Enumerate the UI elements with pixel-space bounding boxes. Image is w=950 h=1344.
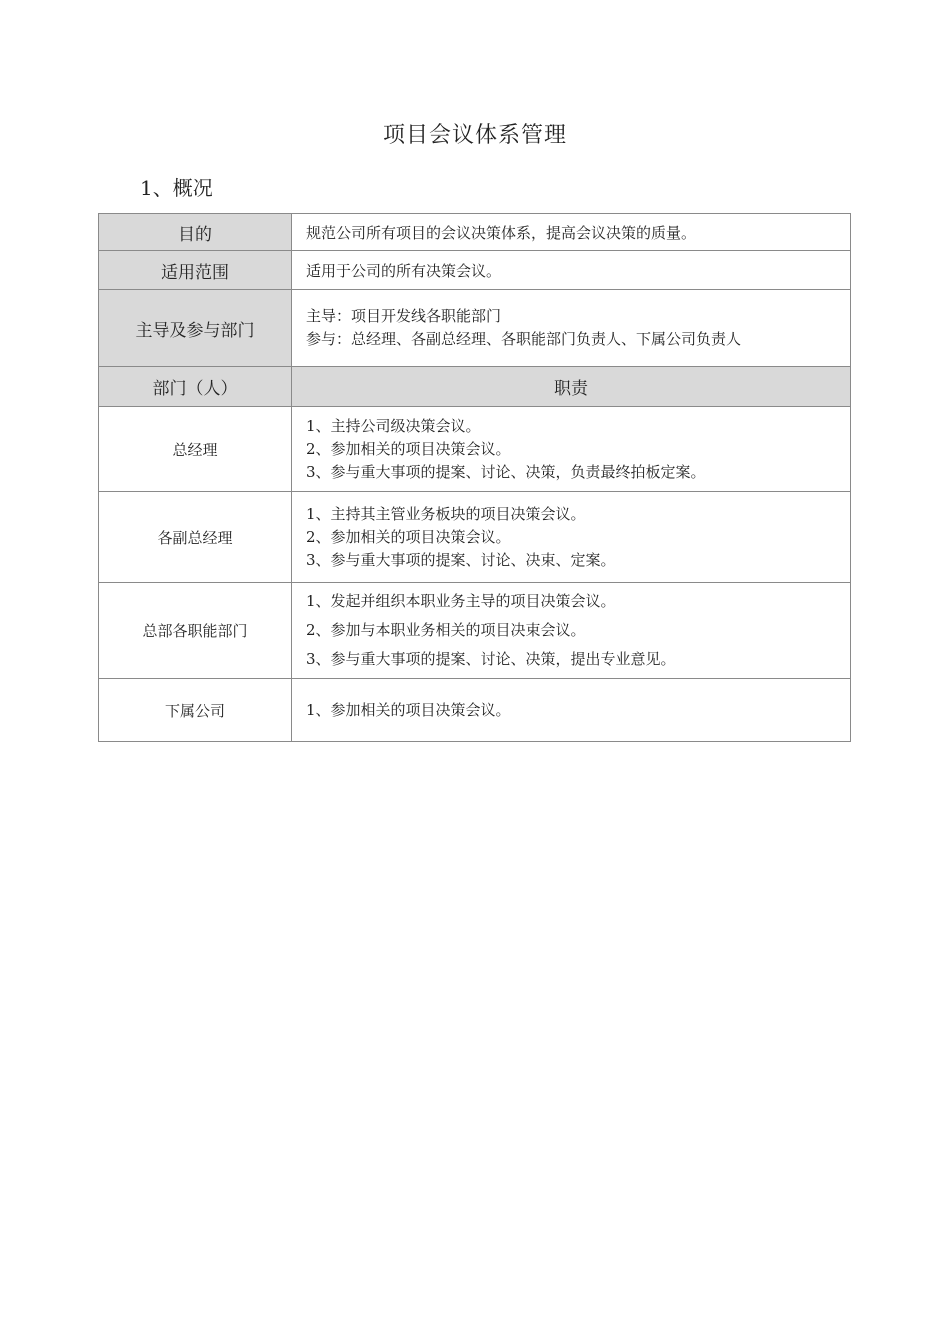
column-header-dept: 部门（人） [99,367,292,407]
lead-departments: 主导：项目开发线各职能部门 [306,307,502,325]
duty-item: 1、发起并组织本职业务主导的项目决策会议。 [306,592,616,610]
table-row [99,583,851,679]
duty-cell [292,583,851,679]
purpose-value: 规范公司所有项目的会议决策体系，提高会议决策的质量。 [292,214,851,251]
duty-item: 1、主持其主管业务板块的项目决策会议。 [306,504,586,523]
row-label-purpose: 目的 [99,214,292,251]
duty-cell [292,492,851,583]
departments-value [292,290,851,367]
participant-departments: 参与：总经理、各副总经理、各职能部门负责人、下属公司负责人 [306,330,742,348]
duty-item: 3、参与重大事项的提案、讨论、决策，负责最终拍板定案。 [306,462,706,481]
duty-item: 2、参加与本职业务相关的项目决束会议。 [306,621,586,639]
overview-table [98,213,851,742]
dept-general-manager: 总经理 [99,407,292,492]
page-title: 项目会议体系管理 [382,123,567,148]
dept-hq-functional-departments: 总部各职能部门 [99,583,292,679]
duty-item: 1、主持公司级决策会议。 [306,416,481,435]
table-row [99,251,851,290]
row-label-departments: 主导及参与部门 [99,290,292,367]
table-header-row [99,367,851,407]
table-row [99,290,851,367]
duty-item: 1、参加相关的项目决策会议。 [306,700,511,719]
table-row [99,679,851,742]
section-heading: 1、概况 [140,176,213,200]
scope-value: 适用于公司的所有决策会议。 [292,251,851,290]
dept-subsidiaries: 下属公司 [99,679,292,742]
duty-item: 2、参加相关的项目决策会议。 [306,527,511,546]
table-row [99,407,851,492]
column-header-duty: 职责 [292,367,851,407]
duty-item: 2、参加相关的项目决策会议。 [306,439,511,458]
row-label-scope: 适用范围 [99,251,292,290]
duty-item: 3、参与重大事项的提案、讨论、决束、定案。 [306,550,616,569]
dept-deputy-general-managers: 各副总经理 [99,492,292,583]
duty-item: 3、参与重大事项的提案、讨论、决策，提出专业意见。 [306,650,676,668]
duty-cell [292,407,851,492]
table-row [99,492,851,583]
duty-cell [292,679,851,742]
table-row [99,214,851,251]
